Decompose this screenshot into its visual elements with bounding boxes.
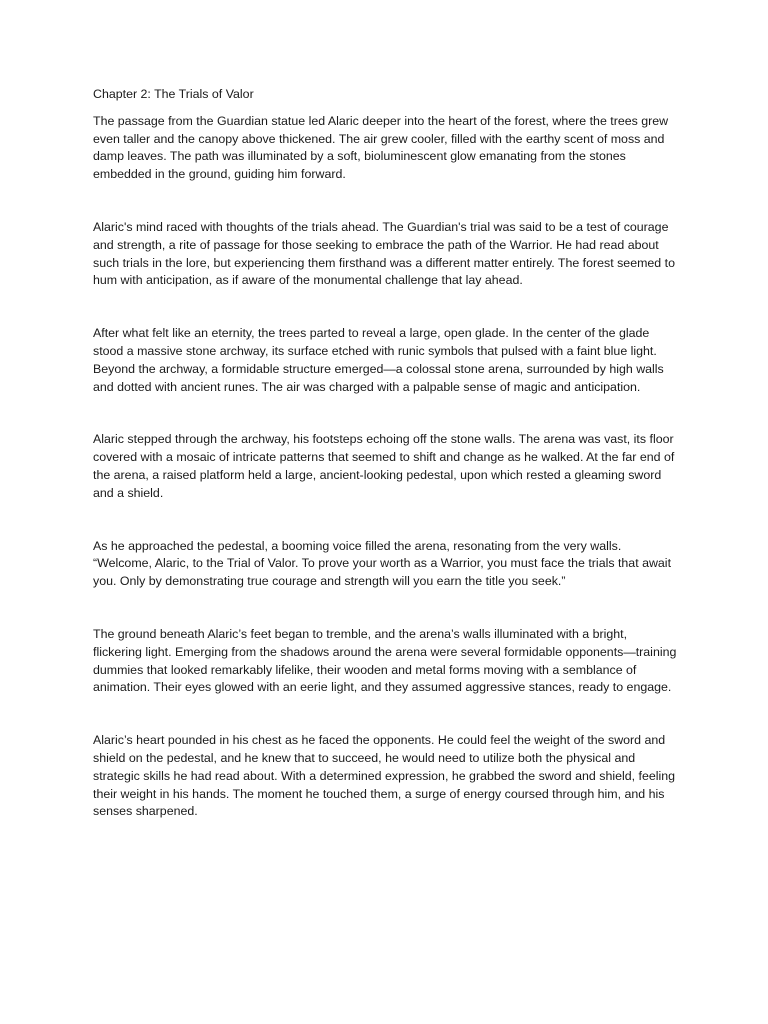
paragraph-5: As he approached the pedestal, a booming voice filled the arena, resonating from the very walls. “Welcome, Alaric, to the Trial of Valor. To prove your worth as a Warrior, you must face the trials that await you. Only by demonstrating true courage and strength will you earn the title you seek.” [93,538,672,589]
paragraph-2: Alaric's mind raced with thoughts of the trials ahead. The Guardian's trial was said to be a test of courage and strength, a rite of passage for those seeking to embrace the path of the Warrior. He had read about such trials in the lore, but experiencing them firsthand was a different matter entirely. The forest seemed to hum with anticipation, as if aware of the monumental challenge that lay ahead. [93,219,675,288]
chapter-title: Chapter 2: The Trials of Valor [93,87,254,101]
paragraph-3: After what felt like an eternity, the trees parted to reveal a large, open glade. In the center of the glade stood a massive stone archway, its surface etched with runic symbols that pulsed with a faint blue light. Beyond the archway, a formidable structure emerged—a colossal stone arena, surrounded by high walls and dotted with ancient runes. The air was charged with a palpable sense of magic and anticipation. [93,326,664,394]
paragraph-4: Alaric stepped through the archway, his footsteps echoing off the stone walls. The arena was vast, its floor covered with a mosaic of intricate patterns that seemed to shift and change as he walked. At the far end of the arena, a raised platform held a large, ancient-looking pedestal, upon which rested a gleaming sword and a shield. [93,432,675,500]
paragraph-1: The passage from the Guardian statue led Alaric deeper into the heart of the forest, where the trees grew even taller and the canopy above thickened. The air grew cooler, filled with the earthy scent of moss and damp leaves. The path was illuminated by a soft, bioluminescent glow emanating from the stones embedded in the ground, guiding him forward. [93,113,669,182]
document-page [93,86,678,856]
paragraph-6: The ground beneath Alaric’s feet began to tremble, and the arena’s walls illuminated with a bright, flickering light. Emerging from the shadows around the arena were several formidable opponents—training dummies that looked remarkably lifelike, their wooden and metal forms moving with a semblance of animation. Their eyes glowed with an eerie light, and they assumed aggressive stances, ready to engage. [93,626,677,695]
paragraph-7: Alaric’s heart pounded in his chest as he faced the opponents. He could feel the weight of the sword and shield on the pedestal, and he knew that to succeed, he would need to utilize both the physical and strategic skills he had read about. With a determined expression, he grabbed the sword and shield, feeling their weight in his hands. The moment he touched them, a surge of energy coursed through him, and his senses sharpened. [93,733,676,819]
